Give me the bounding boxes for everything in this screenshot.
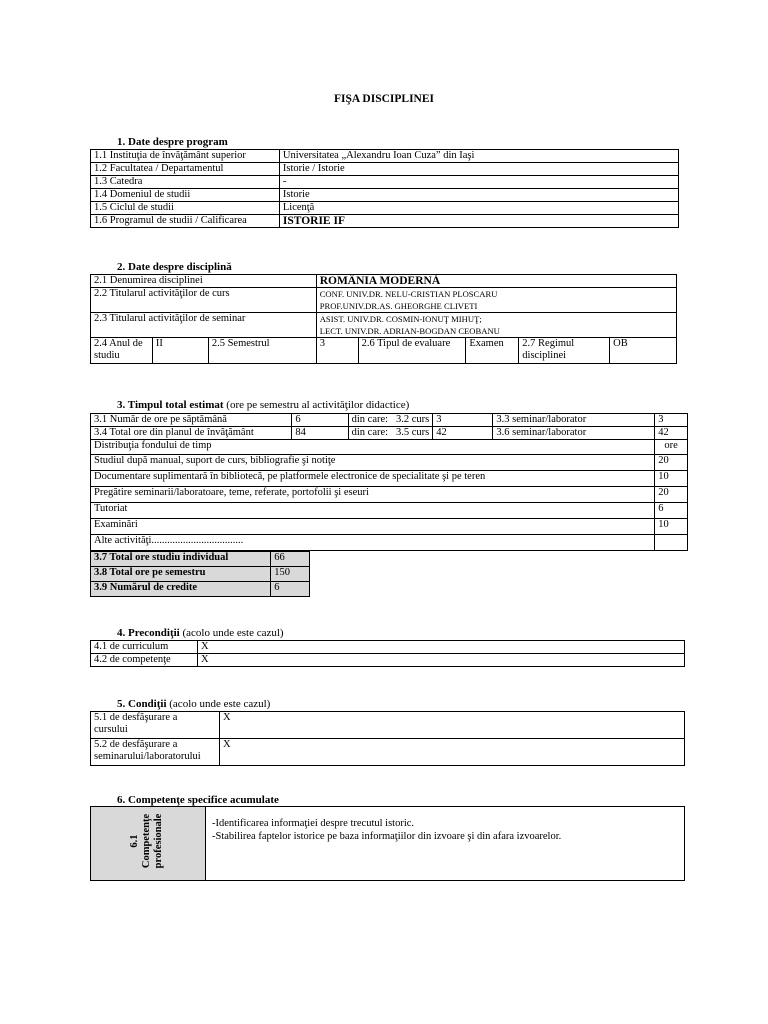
section-5-heading bbox=[117, 698, 270, 710]
row-value: Istorie bbox=[279, 189, 678, 202]
evaluation-label: 2.6 Tipul de evaluare bbox=[358, 338, 466, 364]
table-row bbox=[91, 338, 677, 364]
course-holder-label: 2.2 Titularul activităţilor de curs bbox=[91, 288, 317, 313]
distribution-value: 20 bbox=[655, 455, 688, 471]
total-value: 6 bbox=[271, 582, 310, 597]
semester-value: 3 bbox=[316, 338, 358, 364]
distribution-value bbox=[655, 535, 688, 551]
table-row bbox=[91, 275, 677, 288]
course-label: 3.5 curs bbox=[395, 427, 430, 438]
table-row bbox=[91, 471, 688, 487]
total-value: 66 bbox=[271, 552, 310, 567]
time-table bbox=[90, 413, 688, 551]
hours-total-course-label bbox=[348, 427, 433, 440]
hours-week-seminar-label: 3.3 seminar/laborator bbox=[493, 414, 655, 427]
row-value: Licenţă bbox=[279, 202, 678, 215]
seminar-holder-label: 2.3 Titularul activităţilor de seminar bbox=[91, 313, 317, 338]
table-row bbox=[91, 176, 679, 189]
competence-line: -Stabilirea faptelor istorice pe baza informaţiilor din izvoare şi din afara izvoarelor. bbox=[211, 831, 562, 842]
year-label: 2.4 Anul de studiu bbox=[91, 338, 153, 364]
table-row bbox=[91, 519, 688, 535]
discipline-name-value: ROMÂNIA MODERNĂ bbox=[316, 275, 676, 288]
table-row bbox=[91, 215, 679, 228]
row-label: 1.1 Instituţia de învăţământ superior bbox=[91, 150, 280, 163]
table-row bbox=[91, 535, 688, 551]
table-row bbox=[91, 189, 679, 202]
table-row bbox=[91, 807, 685, 881]
row-label: 1.6 Programul de studii / Calificarea bbox=[91, 215, 280, 228]
distribution-item: Studiul după manual, suport de curs, bibliografie şi notiţe bbox=[91, 455, 655, 471]
table-row bbox=[91, 582, 310, 597]
section-4-heading bbox=[117, 627, 284, 639]
discipline-table bbox=[90, 274, 677, 364]
table-row bbox=[91, 654, 685, 667]
condition-label-line: 5.1 de desfăşurare a bbox=[94, 712, 178, 723]
conditions-table bbox=[90, 711, 685, 766]
table-row bbox=[91, 440, 688, 455]
distribution-item: Alte activităţi................................... bbox=[91, 535, 655, 551]
condition-label-line: cursului bbox=[94, 724, 128, 735]
hours-week-course-label bbox=[348, 414, 433, 427]
precondition-value: X bbox=[197, 641, 684, 654]
section-3-heading bbox=[117, 399, 409, 411]
seminar-holder-line: ASIST. UNIV.DR. COSMIN-IONUŢ MIHUŢ; bbox=[319, 314, 482, 324]
distribution-value: 10 bbox=[655, 519, 688, 535]
condition-label-line: 5.2 de desfăşurare a bbox=[94, 739, 178, 750]
program-table bbox=[90, 149, 679, 228]
competence-description bbox=[205, 807, 684, 881]
table-row bbox=[91, 487, 688, 503]
hours-total-course-value: 42 bbox=[433, 427, 493, 440]
din-care-label: din care: bbox=[351, 414, 389, 425]
total-label: 3.9 Numărul de credite bbox=[91, 582, 271, 597]
competence-code: 6.1 bbox=[129, 834, 140, 848]
hours-total-seminar-label: 3.6 seminar/laborator bbox=[493, 427, 655, 440]
table-row bbox=[91, 641, 685, 654]
hours-total-label: 3.4 Total ore din planul de învăţământ bbox=[91, 427, 292, 440]
competence-line: -Identificarea informaţiei despre trecutul istoric. bbox=[211, 818, 415, 829]
section-1-heading: 1. Date despre program bbox=[117, 136, 228, 148]
course-holder-value bbox=[316, 288, 676, 313]
table-row bbox=[91, 552, 310, 567]
condition-label bbox=[91, 739, 220, 766]
hours-week-course-value: 3 bbox=[433, 414, 493, 427]
table-row bbox=[91, 202, 679, 215]
condition-label bbox=[91, 712, 220, 739]
condition-value: X bbox=[219, 712, 684, 739]
condition-label-line: seminarului/laboratorului bbox=[94, 751, 201, 762]
row-label: 1.4 Domeniul de studii bbox=[91, 189, 280, 202]
hours-week-value: 6 bbox=[292, 414, 348, 427]
total-label: 3.7 Total ore studiu individual bbox=[91, 552, 271, 567]
section-3-note: (ore pe semestru al activităţilor didactice) bbox=[226, 399, 410, 411]
row-value: Istorie / Istorie bbox=[279, 163, 678, 176]
precondition-label: 4.2 de competenţe bbox=[91, 654, 198, 667]
table-row bbox=[91, 427, 688, 440]
row-label: 1.2 Facultatea / Departamentul bbox=[91, 163, 280, 176]
section-5-title: 5. Condiţii bbox=[117, 698, 167, 710]
distribution-item: Examinări bbox=[91, 519, 655, 535]
competence-category bbox=[91, 807, 206, 881]
section-4-note: (acolo unde este cazul) bbox=[182, 627, 284, 639]
distribution-value: 6 bbox=[655, 503, 688, 519]
hours-total-value: 84 bbox=[292, 427, 348, 440]
table-row bbox=[91, 313, 677, 338]
regime-value: OB bbox=[610, 338, 677, 364]
table-row bbox=[91, 455, 688, 471]
distribution-unit: ore bbox=[655, 440, 688, 455]
row-value: - bbox=[279, 176, 678, 189]
hours-week-seminar-value: 3 bbox=[655, 414, 688, 427]
hours-week-label: 3.1 Număr de ore pe săptămână bbox=[91, 414, 292, 427]
precondition-label: 4.1 de curriculum bbox=[91, 641, 198, 654]
competence-kind: profesionale bbox=[153, 813, 164, 869]
competences-table bbox=[90, 806, 685, 881]
course-holder-line: PROF.UNIV.DR.AS. GHEORGHE CLIVETI bbox=[319, 301, 478, 311]
row-label: 1.3 Catedra bbox=[91, 176, 280, 189]
table-row bbox=[91, 150, 679, 163]
row-label: 1.5 Ciclul de studii bbox=[91, 202, 280, 215]
competence-category-label bbox=[129, 814, 165, 869]
evaluation-value: Examen bbox=[466, 338, 519, 364]
totals-table bbox=[90, 551, 310, 597]
course-holder-line: CONF. UNIV.DR. NELU-CRISTIAN PLOSCARU bbox=[319, 289, 498, 299]
document-title: FIŞA DISCIPLINEI bbox=[333, 93, 435, 105]
row-value: Universitatea „Alexandru Ioan Cuza” din Iaşi bbox=[279, 150, 678, 163]
hours-total-seminar-value: 42 bbox=[655, 427, 688, 440]
section-4-title: 4. Precondiţii bbox=[117, 627, 180, 639]
table-row bbox=[91, 712, 685, 739]
distribution-value: 10 bbox=[655, 471, 688, 487]
semester-label: 2.5 Semestrul bbox=[208, 338, 316, 364]
total-value: 150 bbox=[271, 567, 310, 582]
condition-value: X bbox=[219, 739, 684, 766]
table-row bbox=[91, 567, 310, 582]
section-2-heading: 2. Date despre disciplină bbox=[117, 261, 232, 273]
distribution-item: Tutoriat bbox=[91, 503, 655, 519]
seminar-holder-line: LECT. UNIV.DR. ADRIAN-BOGDAN CEOBANU bbox=[319, 326, 500, 336]
section-3-title: 3. Timpul total estimat bbox=[117, 399, 224, 411]
distribution-item: Pregătire seminarii/laboratoare, teme, referate, portofolii şi eseuri bbox=[91, 487, 655, 503]
table-row bbox=[91, 163, 679, 176]
distribution-value: 20 bbox=[655, 487, 688, 503]
section-6-heading: 6. Competenţe specifice acumulate bbox=[117, 794, 279, 806]
table-row bbox=[91, 414, 688, 427]
table-row bbox=[91, 288, 677, 313]
course-label: 3.2 curs bbox=[395, 414, 430, 425]
discipline-name-label: 2.1 Denumirea disciplinei bbox=[91, 275, 317, 288]
row-value: ISTORIE IF bbox=[279, 215, 678, 228]
table-row bbox=[91, 739, 685, 766]
table-row bbox=[91, 503, 688, 519]
preconditions-table bbox=[90, 640, 685, 667]
regime-label: 2.7 Regimul disciplinei bbox=[519, 338, 610, 364]
year-value: II bbox=[152, 338, 208, 364]
din-care-label: din care: bbox=[351, 427, 389, 438]
total-label: 3.8 Total ore pe semestru bbox=[91, 567, 271, 582]
precondition-value: X bbox=[197, 654, 684, 667]
distribution-item: Documentare suplimentară în bibliotecă, pe platformele electronice de specialitate şi pe teren bbox=[91, 471, 655, 487]
distribution-label: Distribuţia fondului de timp bbox=[91, 440, 655, 455]
competence-type: Competenţe bbox=[141, 813, 152, 869]
section-5-note: (acolo unde este cazul) bbox=[169, 698, 271, 710]
seminar-holder-value bbox=[316, 313, 676, 338]
